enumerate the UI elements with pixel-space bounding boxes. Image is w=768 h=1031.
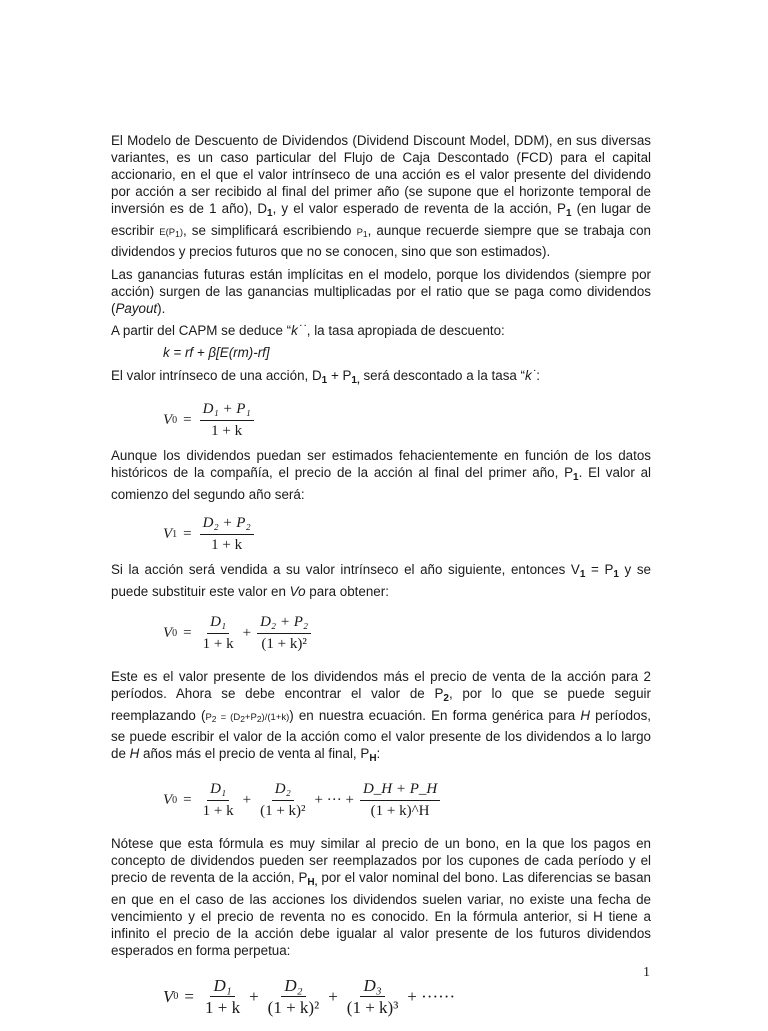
paragraph-intrinsic-value: El valor intrínseco de una acción, $D_1 + P_{1,}$ será descontado a la tasa “k˙: [111, 368, 540, 386]
paragraph-future-earnings: Las ganancias futuras están implícitas en el modelo, porque los dividendos (siempre por acción) surgen de las ganancias multiplicadas por el ratio que se paga como dividendos (Payout). [111, 267, 651, 316]
formula-v1: V 1 = $\frac{\text{D₂ + P₂}}{1 + k}$ [163, 509, 651, 557]
paragraph-capm: A partir del CAPM se deduce “k˙˙, la tasa apropiada de descuento: [111, 323, 505, 338]
paragraph-bond-comparison: Nótese que esta fórmula es muy similar al precio de un bono, en la que los pagos en concepto de dividendos pueden ser reemplazados por los cupones de cada período y el precio de reventa de la acción, $P_{H,}$ por el valor nominal del bono. Las diferencias se basan en que en el caso de las acciones los dividendos suelen variar, no existe una fecha de vencimiento y el precio de reventa no es conocido. En la fórmula anterior, si H tiene a infinito el precio de la acción debe igualar al valor presente de los futuros dividendos esperados en forma perpetua: [111, 836, 651, 958]
paragraph-substitute: Si la acción será vendida a su valor intrínseco el año siguiente, entonces $V_1 = P_1$ y se puede substituir este valor en Vo para obtener: [111, 562, 651, 599]
formula-v0-one-period: V 0 = $\frac{\text{D₁ + P₁}}{1 + k}$ [163, 395, 651, 443]
page-number: 1 [643, 965, 650, 980]
paragraph-generic-h: Este es el valor presente de los dividendos más el precio de venta de la acción para 2 períodos. Ahora se debe encontrar el valor de $P_2$, por lo que se puede seguir reemplazando $(P_2 = (D_2+P_2)/(1+k))$ en nuestra ecuación. En forma genérica para H períodos, se puede escribir el valor de la acción como el valor presente de los dividendos a lo largo de H años más el precio de venta al final, $P_H$: [111, 669, 651, 764]
capm-equation: k = rf + β[E(rm)-rf] [163, 345, 270, 360]
formula-v0-perpetual: V 0 = $\frac{\text{D₁}}{1 + k}$ + $\frac{\text{D₂}}{\text{(1 + k)²}}$ + $\frac{\text{D₃}}{\text{(1 + k)³}}$ + ······ [163, 976, 456, 1017]
document-body [111, 132, 651, 1031]
paragraph-ddm-intro: El Modelo de Descuento de Dividendos (Dividend Discount Model, DDM), en sus diversas variantes, es un caso particular del Flujo de Caja Descontado (FCD) para el capital accionario, en el que el valor intrínseco de una acción es el valor presente del dividendo por acción a ser recibido al final del primer año (se supone que el horizonte temporal de inversión es de 1 año), $D_1$, y el valor esperado de reventa de la acción, $P_1$ (en lugar de escribir $E(P_1)$, se simplificará escribiendo $P_1$, aunque recuerde siempre que se trabaja con dividendos y precios futuros que no se conocen, sino que son estimados). [111, 133, 651, 259]
formula-v0-h-periods: V 0 = $\frac{\text{D₁}}{1 + k}$ + $\frac{\text{D₂}}{\text{(1 + k)²}}$ + ··· + $\frac{D\_H + P\_H}{(1 + k)\^{}H}$ [163, 773, 651, 831]
formula-v0-two-periods: V 0 = $\frac{\text{D₁}}{1 + k}$ + $\frac{\text{D₂ + P₂}}{\text{(1 + k)²}}$ [163, 606, 651, 664]
paragraph-price-end-year: Aunque los dividendos puedan ser estimados fehacientemente en función de los datos históricos de la compañía, el precio de la acción al final del primer año, $P_1$. El valor al comienzo del segundo año será: [111, 448, 652, 502]
